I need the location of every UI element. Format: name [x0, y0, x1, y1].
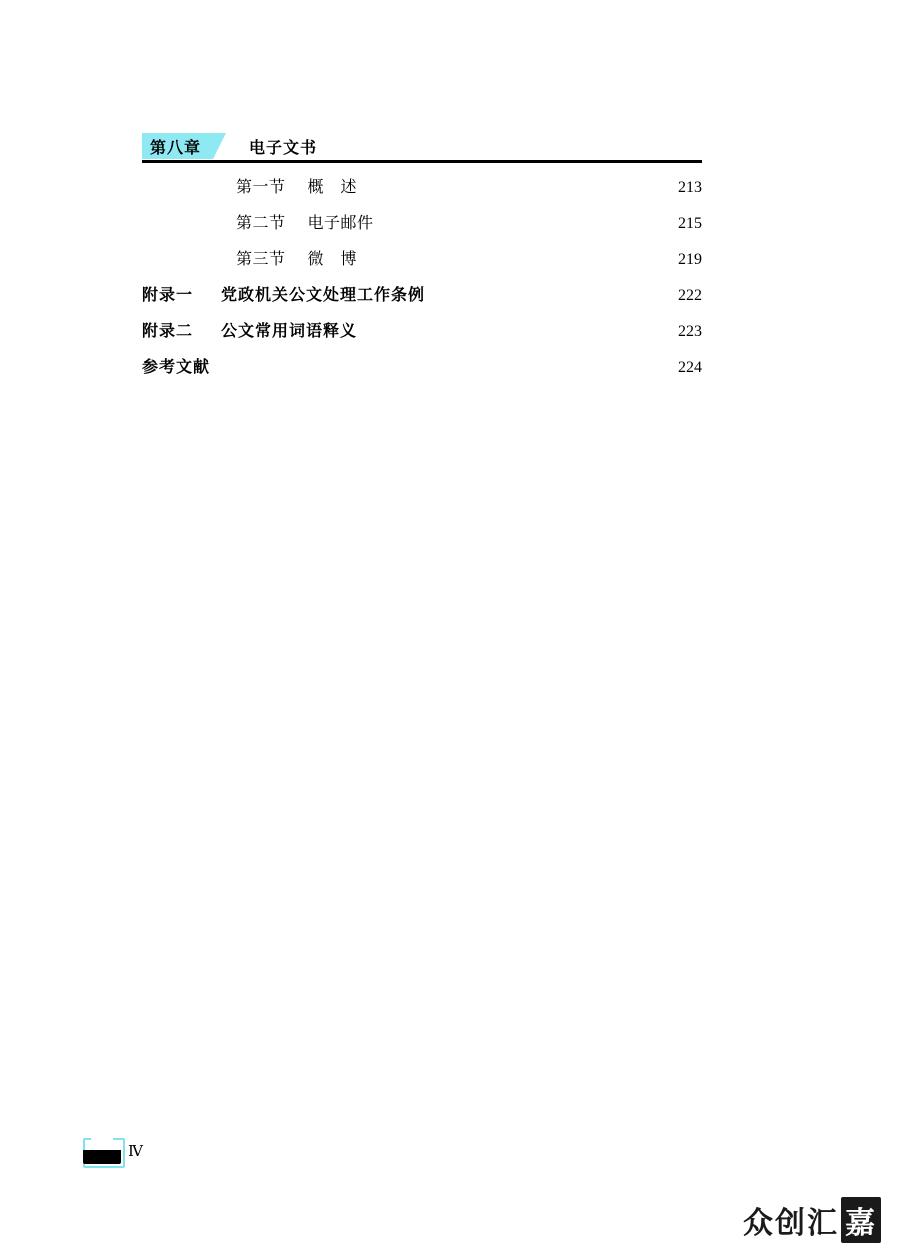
toc-entry-title: 参考文献: [142, 359, 211, 376]
page-footer: [80, 1136, 143, 1166]
chapter-title: 电子文书: [249, 139, 318, 157]
toc-entry-title: 附录一 党政机关公文处理工作条例: [142, 287, 426, 304]
dot-leader: [382, 212, 664, 228]
toc-entry-page: 219: [678, 251, 702, 268]
chapter-band: [142, 133, 702, 159]
dot-leader: [365, 320, 664, 336]
dot-leader: [365, 248, 664, 264]
toc-list: [142, 170, 702, 386]
watermark-box: 嘉: [841, 1197, 881, 1243]
toc-entry-page: 224: [678, 359, 702, 376]
chapter-tag: 第八章: [142, 133, 213, 159]
page-number: Ⅳ: [128, 1143, 143, 1160]
watermark: [743, 1197, 881, 1243]
toc-entry-page: 213: [678, 179, 702, 196]
toc-entry-appendix-1[interactable]: [142, 278, 702, 314]
toc-entry-number: 第三节 微 博: [236, 251, 358, 268]
watermark-text: 众创汇: [743, 1207, 839, 1240]
toc-entry-title: 附录二 公文常用词语释义: [142, 323, 358, 340]
toc-entry-page: 223: [678, 323, 702, 340]
dot-leader: [433, 284, 664, 300]
dot-leader: [365, 176, 664, 192]
dot-leader: [218, 356, 664, 372]
toc-entry-section-1[interactable]: [142, 170, 702, 206]
toc-entry-number: 第二节 电子邮件: [236, 215, 374, 232]
toc-entry-page: 215: [678, 215, 702, 232]
toc-entry-section-2[interactable]: [142, 206, 702, 242]
chapter-heading: [142, 133, 702, 163]
book-mark-icon: [80, 1136, 124, 1166]
toc-entry-section-3[interactable]: [142, 242, 702, 278]
chapter-rule: [142, 160, 702, 163]
toc-entry-number: 第一节 概 述: [236, 179, 358, 196]
toc-entry-references[interactable]: [142, 350, 702, 386]
toc-entry-page: 222: [678, 287, 702, 304]
toc-entry-appendix-2[interactable]: [142, 314, 702, 350]
